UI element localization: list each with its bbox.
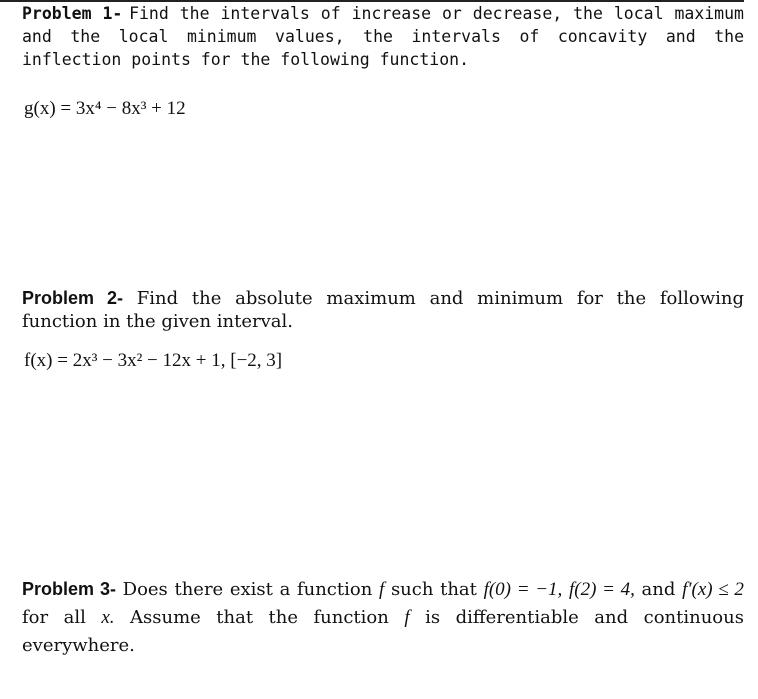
problem-3-var-f: f — [378, 579, 385, 600]
problem-2 — [22, 287, 744, 333]
problem-3-text-a: Does there exist a function — [122, 579, 373, 600]
problem-2-formula — [24, 350, 282, 372]
problem-2-text: Find the absolute maximum and minimum for the following function in the given interval. — [22, 288, 744, 332]
problem-2-label: Problem 2- — [22, 288, 124, 308]
problem-3-condition-1: f(0) = −1, — [483, 579, 563, 600]
problem-3-text-b: such that — [390, 579, 477, 600]
problem-2-formula-text: f(x) = 2x³ − 3x² − 12x + 1, [−2, 3] — [24, 350, 283, 371]
problem-1 — [22, 2, 744, 71]
problem-1-text: Find the intervals of increase or decrease, the local maximum and the local minimum values, the intervals of concavity and the inflection points for the following function. — [22, 4, 744, 69]
problem-1-label: Problem 1- — [22, 4, 123, 23]
problem-3-condition-3: f′(x) ≤ 2 — [682, 579, 744, 600]
problem-1-formula — [24, 98, 186, 120]
problem-3-text-f: is differentiable and continuous everywhere. — [22, 607, 744, 656]
problem-3-text-e: Assume that the function — [130, 607, 389, 628]
problem-3 — [22, 575, 744, 660]
problem-3-condition-2: f(2) = 4, — [568, 579, 635, 600]
problem-3-var-x: x. — [101, 607, 115, 628]
problem-3-label: Problem 3- — [22, 579, 116, 599]
problem-3-var-f2: f — [404, 607, 410, 628]
problem-1-formula-text: g(x) = 3x⁴ − 8x³ + 12 — [24, 98, 186, 119]
problem-3-text-d: for all — [22, 607, 86, 628]
problem-3-text-c: and — [641, 579, 676, 600]
